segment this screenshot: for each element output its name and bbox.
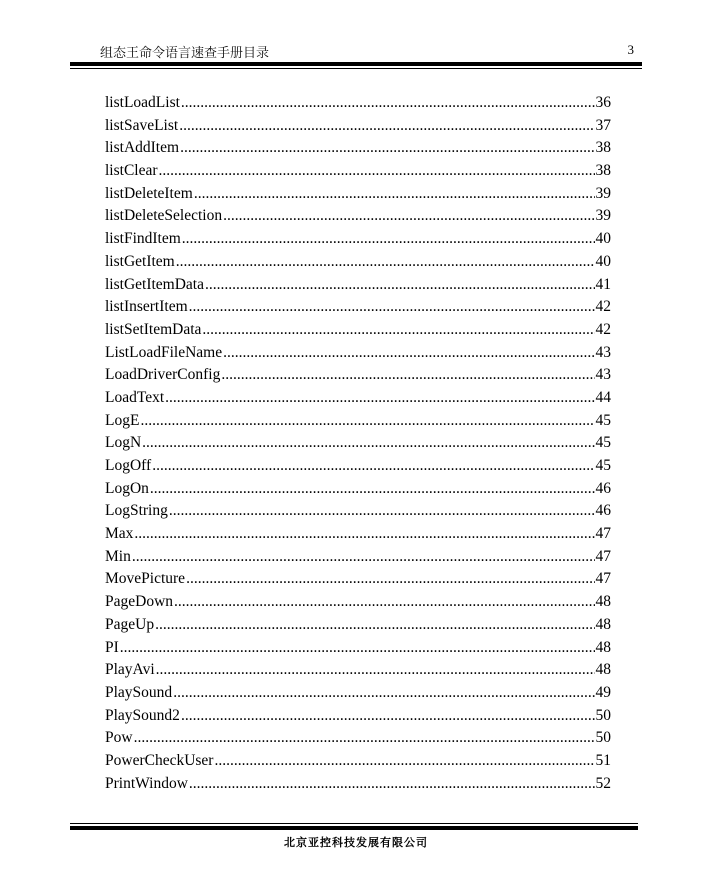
toc-entry-name: listGetItemData	[105, 275, 204, 293]
toc-entry-page: 45	[595, 434, 611, 452]
toc-leader-dots	[176, 251, 595, 274]
toc-entry[interactable]	[105, 92, 611, 115]
toc-entry-name: listDeleteItem	[105, 184, 193, 202]
toc-entry-page: 40	[595, 252, 611, 270]
page-header	[96, 40, 638, 60]
toc-entry-name: PageUp	[105, 615, 155, 633]
toc-entry[interactable]	[105, 228, 611, 251]
toc-leader-dots	[202, 319, 594, 342]
toc-entry-page: 47	[595, 525, 611, 543]
toc-leader-dots	[159, 160, 595, 183]
toc-entry-page: 42	[595, 320, 611, 338]
toc-entry-name: listGetItem	[105, 252, 175, 270]
toc-entry-name: listLoadList	[105, 94, 180, 111]
toc-entry-page: 38	[595, 162, 611, 180]
toc-entry-name: LoadDriverConfig	[105, 366, 221, 384]
header-rule	[70, 62, 642, 66]
toc-leader-dots	[182, 228, 595, 251]
toc-entry-name: PlaySound2	[105, 706, 180, 724]
toc-entry[interactable]	[105, 659, 611, 682]
toc-leader-dots	[152, 455, 594, 478]
toc-entry-name: PowerCheckUser	[105, 751, 214, 769]
toc-entry-name: ListLoadFileName	[105, 343, 223, 361]
toc-entry-page: 43	[595, 343, 611, 361]
toc-leader-dots	[132, 546, 595, 569]
toc-entry[interactable]	[105, 637, 611, 660]
toc-leader-dots	[194, 183, 595, 206]
toc-entry[interactable]	[105, 455, 611, 478]
toc-entry-page: 39	[595, 207, 611, 225]
footer-rule	[70, 826, 638, 830]
toc-entry-page: 40	[595, 230, 611, 248]
toc-leader-dots	[169, 500, 595, 523]
toc-entry-page: 45	[595, 411, 611, 429]
toc-entry-name: listSaveList	[105, 116, 179, 134]
toc-entry[interactable]	[105, 500, 611, 523]
toc-leader-dots	[140, 410, 594, 433]
toc-entry-name: LogOff	[105, 457, 152, 474]
toc-entry[interactable]	[105, 319, 611, 342]
toc-leader-dots	[221, 364, 594, 387]
toc-entry-page: 37	[595, 116, 611, 134]
document-title: 组态王命令语言速查手册目录	[100, 46, 270, 61]
toc-entry-page: 43	[595, 366, 611, 384]
toc-entry[interactable]	[105, 478, 611, 501]
header-rule-thin	[70, 68, 642, 69]
toc-entry[interactable]	[105, 137, 611, 160]
toc-entry-page: 48	[595, 638, 611, 656]
toc-entry-page: 52	[595, 774, 611, 792]
toc-leader-dots	[189, 296, 595, 319]
toc-entry-name: listSetItemData	[105, 320, 202, 338]
toc-entry-page: 49	[595, 683, 611, 701]
toc-entry-page: 38	[595, 139, 611, 157]
toc-entry-name: Max	[105, 525, 134, 543]
toc-entry[interactable]	[105, 160, 611, 183]
toc-entry-page: 48	[595, 593, 611, 611]
toc-leader-dots	[150, 478, 595, 501]
toc-entry[interactable]	[105, 727, 611, 750]
footer-company: 北京亚控科技发展有限公司	[284, 836, 428, 849]
toc-entry[interactable]	[105, 387, 611, 410]
toc-entry[interactable]	[105, 750, 611, 773]
toc-entry[interactable]	[105, 205, 611, 228]
toc-entry[interactable]	[105, 115, 611, 138]
toc-leader-dots	[180, 137, 594, 160]
toc-leader-dots	[165, 387, 594, 410]
toc-entry-name: Pow	[105, 729, 133, 747]
toc-entry-name: LogString	[105, 502, 168, 520]
toc-entry-name: LogE	[105, 411, 140, 429]
toc-entry-page: 50	[595, 729, 611, 747]
toc-entry-name: listAddItem	[105, 139, 180, 157]
toc-leader-dots	[173, 682, 594, 705]
toc-entry[interactable]	[105, 410, 611, 433]
toc-entry[interactable]	[105, 568, 611, 591]
toc-leader-dots	[214, 750, 594, 773]
toc-entry[interactable]	[105, 274, 611, 297]
toc-entry-name: LogOn	[105, 479, 149, 497]
toc-entry-name: MovePicture	[105, 570, 186, 588]
toc-leader-dots	[156, 659, 595, 682]
toc-entry-page: 44	[595, 388, 611, 406]
toc-entry-name: listClear	[105, 162, 158, 180]
toc-leader-dots	[174, 591, 594, 614]
toc-entry-page: 41	[595, 275, 611, 293]
toc-entry[interactable]	[105, 364, 611, 387]
toc-entry-name: Min	[105, 547, 131, 565]
toc-entry-name: LoadText	[105, 388, 165, 406]
toc-entry-page: 39	[595, 184, 611, 202]
toc-leader-dots	[142, 432, 594, 455]
toc-leader-dots	[181, 92, 595, 115]
toc-leader-dots	[223, 205, 594, 228]
toc-entry-name: listDeleteSelection	[105, 207, 223, 225]
toc-entry-name: listInsertItem	[105, 298, 188, 316]
toc-leader-dots	[120, 637, 595, 660]
toc-leader-dots	[189, 773, 595, 796]
toc-entry-page: 48	[595, 615, 611, 633]
toc-entry-name: LogN	[105, 434, 142, 452]
toc-entry-page: 46	[595, 479, 611, 497]
toc-entry-page: 42	[595, 298, 611, 316]
toc-entry-page: 45	[595, 457, 611, 474]
toc-entry[interactable]	[105, 432, 611, 455]
toc-leader-dots	[186, 568, 594, 591]
table-of-contents	[105, 92, 611, 795]
toc-entry-name: PI	[105, 638, 119, 656]
toc-entry-page: 51	[595, 751, 611, 769]
footer-rule-thin	[70, 823, 638, 824]
toc-leader-dots	[134, 727, 595, 750]
toc-entry-name: PrintWindow	[105, 774, 188, 792]
toc-leader-dots	[223, 342, 594, 365]
toc-entry-page: 36	[595, 94, 611, 111]
toc-leader-dots	[155, 614, 594, 637]
toc-entry-page: 48	[595, 661, 611, 679]
toc-entry-name: PlaySound	[105, 683, 173, 701]
toc-leader-dots	[179, 115, 594, 138]
toc-entry-page: 50	[595, 706, 611, 724]
toc-entry[interactable]	[105, 682, 611, 705]
toc-entry[interactable]	[105, 251, 611, 274]
toc-entry[interactable]	[105, 296, 611, 319]
toc-leader-dots	[205, 274, 595, 297]
toc-leader-dots	[181, 705, 595, 728]
toc-entry[interactable]	[105, 183, 611, 206]
toc-entry-name: PlayAvi	[105, 661, 155, 679]
toc-entry[interactable]	[105, 546, 611, 569]
toc-entry[interactable]	[105, 705, 611, 728]
toc-entry[interactable]	[105, 591, 611, 614]
toc-leader-dots	[134, 523, 594, 546]
toc-entry-name: PageDown	[105, 593, 174, 611]
toc-entry-page: 47	[595, 570, 611, 588]
page-number: 3	[627, 42, 634, 57]
toc-entry-page: 46	[595, 502, 611, 520]
toc-entry[interactable]	[105, 342, 611, 365]
toc-entry-page: 47	[595, 547, 611, 565]
toc-entry[interactable]	[105, 773, 611, 796]
toc-entry[interactable]	[105, 523, 611, 546]
toc-entry-name: listFindItem	[105, 230, 181, 248]
toc-entry[interactable]	[105, 614, 611, 637]
